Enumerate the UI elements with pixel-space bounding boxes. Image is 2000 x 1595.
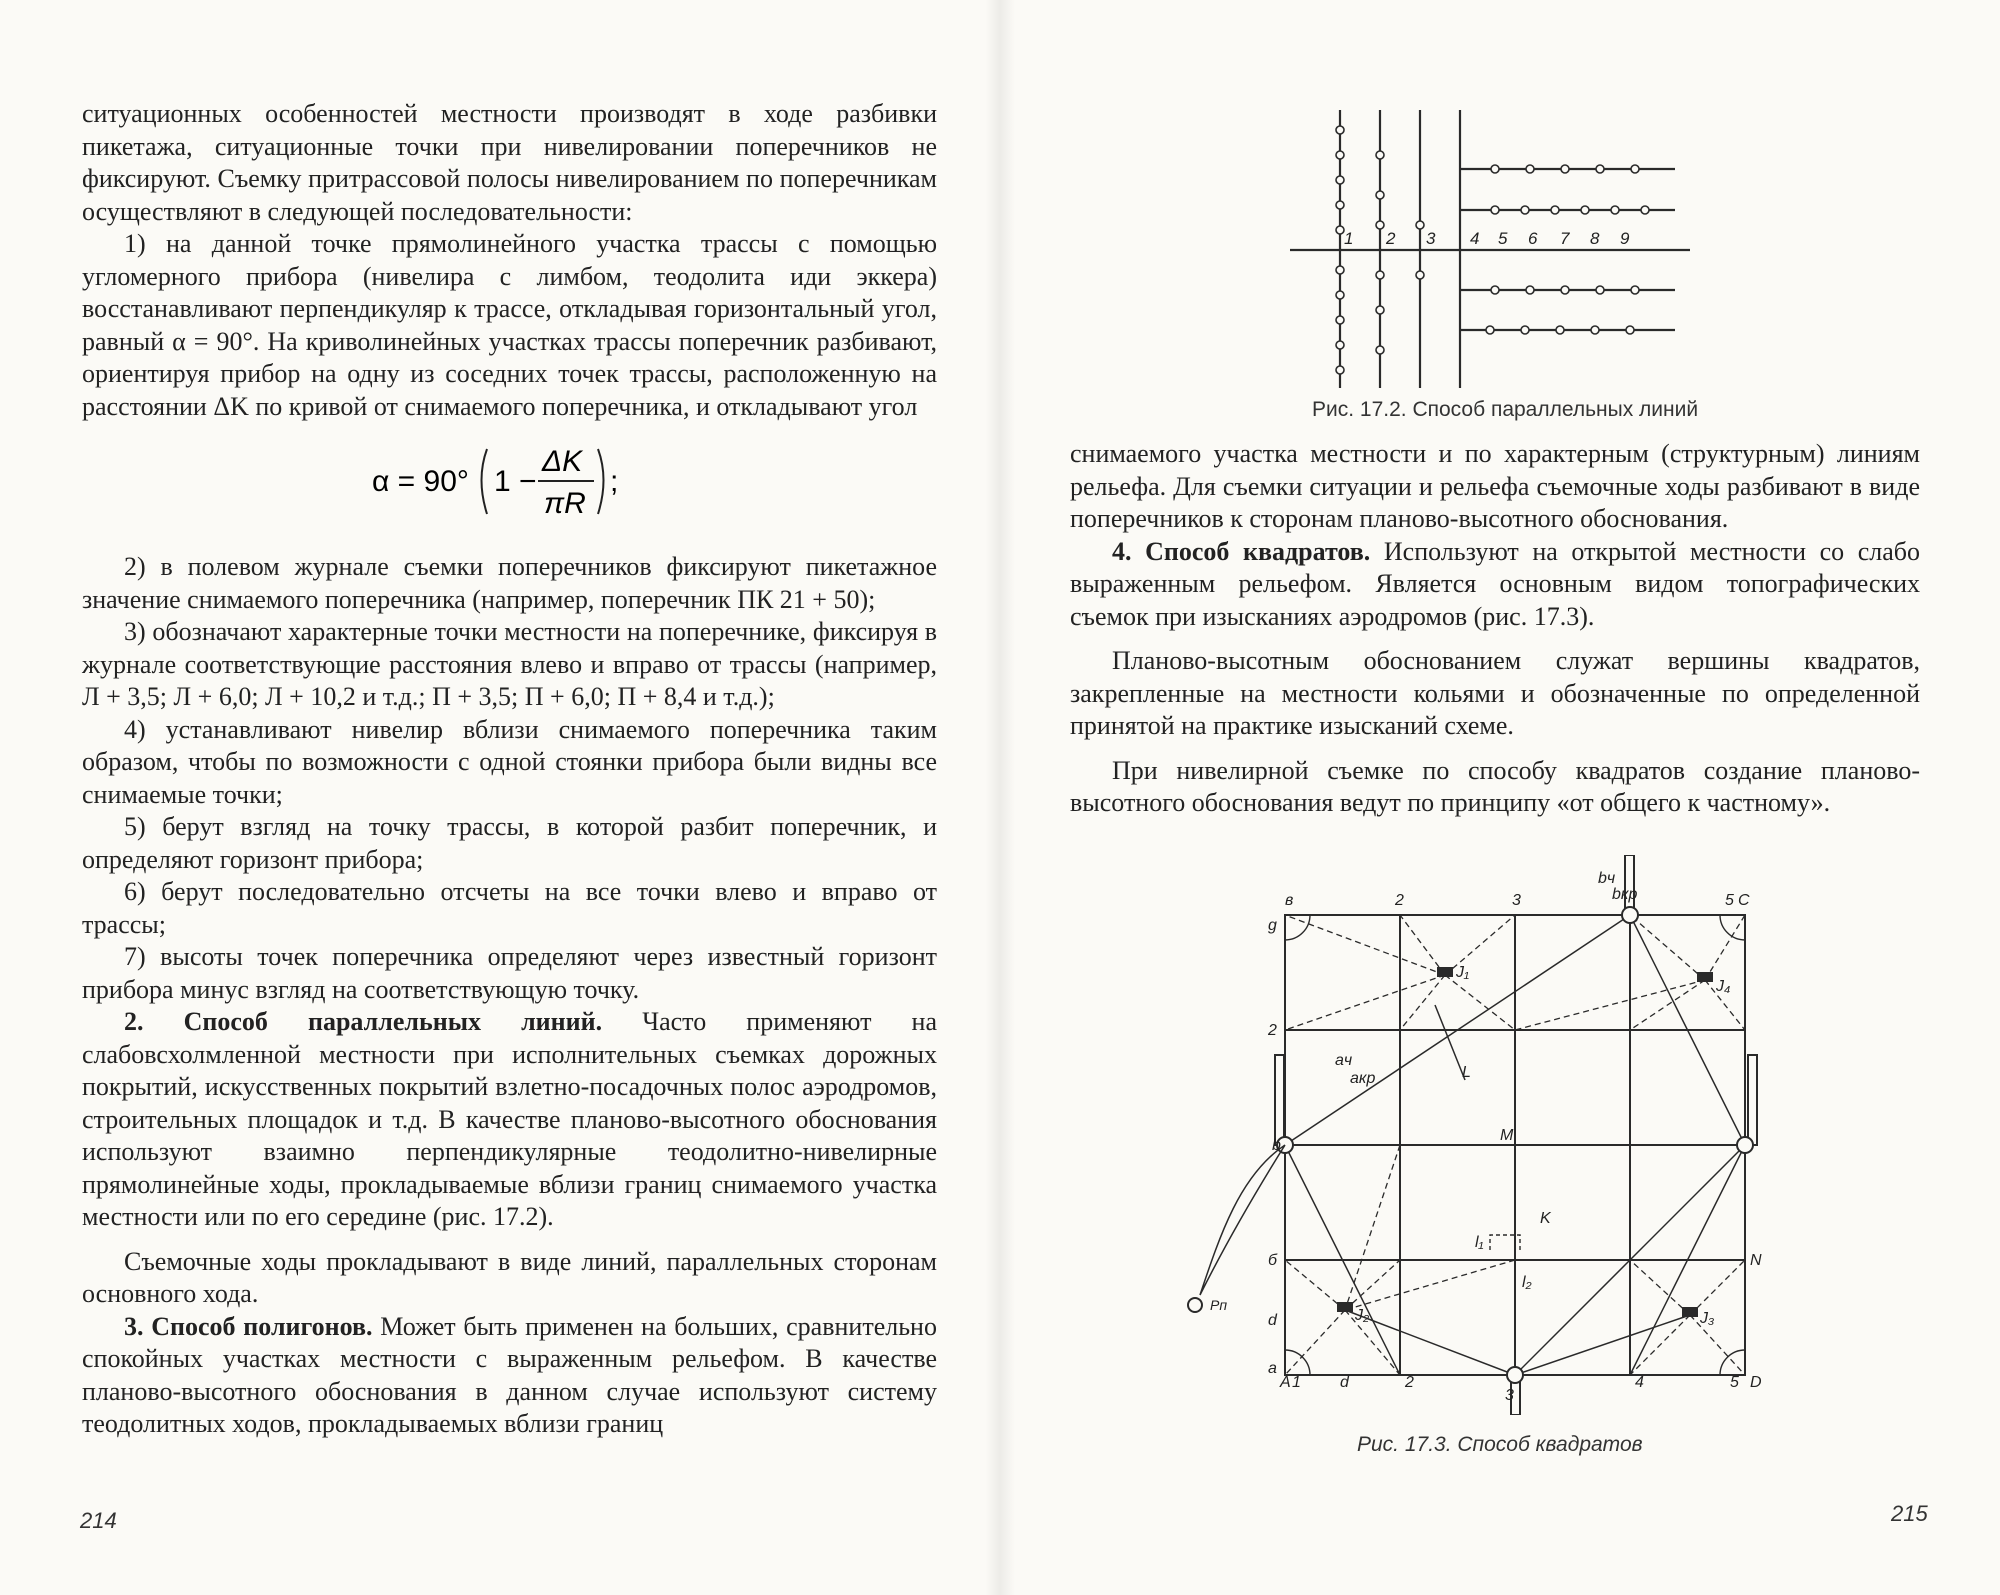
- paragraph: снимаемого участка местности и по характерным (структурным) линиям рельефа. Для съемки ситуации и рельефа съемочные ходы разбивают в виде поперечников к сторонам планово-высотного обоснования.: [1070, 439, 1920, 533]
- fig2-label: d: [1268, 1312, 1277, 1329]
- formula-end: ;: [610, 465, 619, 498]
- step-4: 4) устанавливают нивелир вблизи снимаемого поперечника таким образом, чтобы по возможности с одной стоянки прибора были видны все снимаемые точки;: [82, 714, 937, 809]
- figure-17-3: [1160, 855, 1780, 1415]
- fig2-label: 2: [1395, 892, 1404, 909]
- step-2: 2) в полевом журнале съемки поперечников фиксируют пикетажное значение снимаемого поперечника (например, поперечник ПК 21 + 50);: [82, 552, 937, 614]
- fig1-label: 7: [1560, 229, 1570, 248]
- method-3-title: 3. Способ полигонов.: [124, 1311, 373, 1341]
- fig2-label: 5: [1730, 1374, 1739, 1391]
- paragraph: При нивелирной съемке по способу квадратов создание планово-высотного обоснования ведут по принципу «от общего к частному».: [1070, 755, 1920, 817]
- fig2-label: N: [1750, 1252, 1762, 1269]
- fig2-label: 3: [1512, 892, 1521, 909]
- fig1-label: 9: [1620, 229, 1630, 248]
- fig2-label: D: [1750, 1374, 1762, 1391]
- fig2-label: l₁: [1475, 1234, 1484, 1251]
- step-5: 5) берут взгляд на точку трассы, в которой разбит поперечник, и определяют горизонт прибора;: [82, 812, 937, 874]
- figure-17-2: [1290, 110, 1710, 395]
- station-label: J₄: [1716, 978, 1731, 995]
- fig2-label: б: [1268, 1252, 1277, 1269]
- formula-denominator: πR: [544, 487, 586, 520]
- fig1-label: 3: [1426, 229, 1436, 248]
- fig2-label: aкр: [1350, 1070, 1376, 1087]
- fig2-label: 1: [1292, 1374, 1301, 1391]
- page-number: 215: [1891, 1501, 1928, 1526]
- formula-paren-open: [482, 449, 488, 514]
- paragraph: ситуационных особенностей местности производят в ходе разбивки пикетажа, ситуационные точки при нивелировании поперечников не фиксируют. Съемку притрассовой полосы нивелированием по поперечникам осуществляют в следующей последовательности:: [82, 99, 937, 226]
- step-6: 6) берут последовательно отсчеты на все точки влево и вправо от трассы;: [82, 877, 937, 939]
- method-4-title: 4. Способ квадратов.: [1112, 536, 1371, 566]
- fig1-label: 4: [1470, 229, 1480, 248]
- left-page-text: [82, 98, 937, 1441]
- fig2-label: A: [1280, 1374, 1291, 1391]
- formula-numerator: ΔK: [542, 445, 583, 478]
- figure-17-2-caption: Рис. 17.2. Способ параллельных линий: [1312, 398, 1699, 421]
- fig2-label: bч: [1598, 870, 1616, 887]
- fig2-label: a: [1268, 1360, 1277, 1377]
- fig2-label: 5: [1725, 892, 1734, 909]
- square-grid: [1285, 915, 1745, 1375]
- step-3: 3) обозначают характерные точки местности на поперечнике, фиксируя в журнале соответствующие расстояния влево и вправо от трассы (например, Л + 3,5; Л + 6,0; Л + 10,2 и т.д.; П + 3,5; П + 6,0; П + 8,4 и т.д.);: [82, 617, 937, 711]
- fig2-label: K: [1540, 1210, 1551, 1227]
- method-2-paragraph: [82, 1006, 937, 1234]
- fig2-label: L: [1462, 1064, 1471, 1081]
- formula-svg: [372, 429, 632, 529]
- fig2-label: 2: [1405, 1374, 1414, 1391]
- fig2-label: M: [1500, 1127, 1514, 1144]
- instrument-stations: [1338, 968, 1712, 1316]
- station-label: J₁: [1456, 964, 1470, 981]
- fig2-label: в: [1285, 892, 1294, 909]
- method-3-paragraph: [82, 1311, 937, 1441]
- formula-one: 1 −: [494, 465, 537, 498]
- benchmark-icon: [1188, 1298, 1202, 1312]
- figure-17-3-caption: Рис. 17.3. Способ квадратов: [1357, 1433, 1643, 1456]
- fig2-label: aч: [1335, 1052, 1353, 1069]
- method-3-text: Может быть применен на больших, сравнительно спокойных участках местности с выраженным рельефом. В качестве планово-высотного обоснования в данном случае используют систему теодолитных ходов, прокладываемых вблизи границ: [82, 1311, 937, 1438]
- station-label: J₂: [1355, 1307, 1370, 1324]
- fig2-label: 4: [1635, 1374, 1644, 1391]
- paragraph: Планово-высотным обоснованием служат вершины квадратов, закрепленные на местности кольями и обозначенные по определенной принятой на практике изысканий схеме.: [1070, 646, 1920, 740]
- book-gutter: [985, 0, 1015, 1595]
- method-4-text: Используют на открытой местности со слабо выраженным рельефом. Является основным видом топографических съемок при изысканиях аэродромов (рис. 17.3).: [1070, 536, 1920, 631]
- formula: [82, 429, 937, 529]
- station-label: J₃: [1700, 1310, 1715, 1327]
- fig1-label: 1: [1344, 229, 1354, 248]
- paragraph: Съемочные ходы прокладывают в виде линий, параллельных сторонам основного хода.: [82, 1246, 937, 1308]
- formula-paren-close: [598, 449, 604, 514]
- fig2-label: Pп: [1210, 1297, 1228, 1313]
- method-4-paragraph: [1070, 536, 1920, 634]
- fig2-label: 3: [1505, 1387, 1514, 1404]
- fig2-label: bкр: [1612, 886, 1638, 903]
- fig2-label: C: [1738, 892, 1750, 909]
- fig2-label: d: [1340, 1374, 1349, 1391]
- fig1-label: 6: [1528, 229, 1538, 248]
- formula-lhs: α = 90°: [372, 465, 469, 498]
- fig2-label: g: [1268, 917, 1277, 934]
- step-7: 7) высоты точек поперечника определяют через известный горизонт прибора минус взгляд на соответствующую точку.: [82, 942, 937, 1004]
- fig1-label: 5: [1498, 229, 1508, 248]
- route-line: [1200, 1145, 1285, 1295]
- right-page-text: [1070, 438, 1920, 820]
- station-labels: [1344, 229, 1630, 248]
- figure-labels: [1210, 870, 1762, 1404]
- fig1-label: 2: [1386, 229, 1396, 248]
- parallel-lines: [1290, 110, 1690, 388]
- fig2-label: l₂: [1522, 1274, 1532, 1291]
- fig2-label: 2: [1268, 1022, 1277, 1039]
- fig1-label: 8: [1590, 229, 1600, 248]
- step-1: 1) на данной точке прямолинейного участка трассы с помощью угломерного прибора (нивелира с лимбом, теодолита иди эккера) восстанавливают перпендикуляр к трассе, откладывая горизонтальный угол, равный α = 90°. На криволинейных участках трассы поперечник разбивают, ориентируя прибор на одну из соседних точек трассы, расположенную на расстоянии ΔK по кривой от снимаемого поперечника, и откладывают угол: [82, 229, 937, 421]
- method-2-title: 2. Способ параллельных линий.: [124, 1007, 603, 1036]
- method-2-text: Часто применяют на слабовсхолмленной местности при исполнительных съемках дорожных покрытий, искусственных покрытий взлетно-посадочных полос аэродромов, строительных площадок и т.д. В качестве планово-высотного обоснования используют взаимно перпендикулярные теодолитно-нивелирные прямолинейные ходы, прокладываемые вблизи границ снимаемого участка местности или по его середине (рис. 17.2).: [82, 1007, 937, 1231]
- page-number: 214: [80, 1508, 117, 1533]
- fig2-label: b: [1272, 1137, 1281, 1154]
